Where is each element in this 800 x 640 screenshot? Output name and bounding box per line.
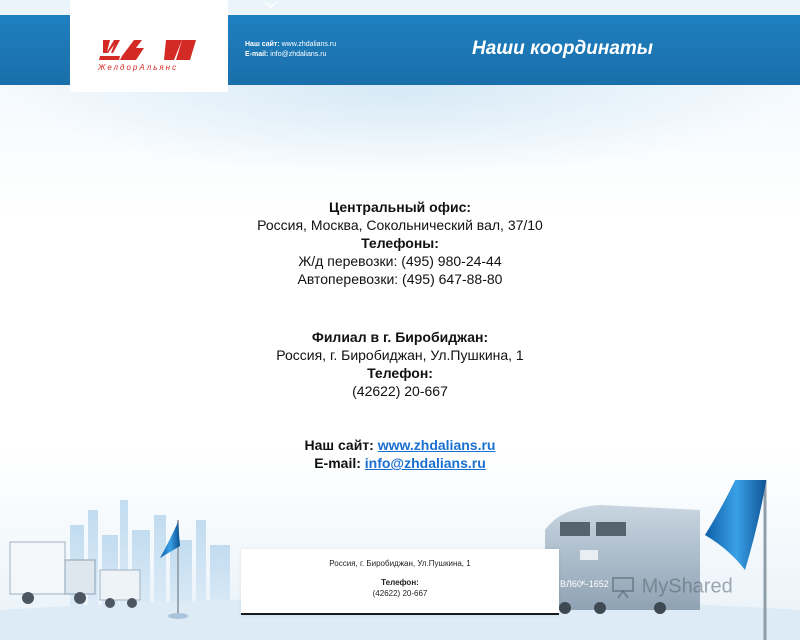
branch-phone-heading: Телефон:	[367, 365, 433, 381]
locomotive-number: BЛ60ᴷ-1652	[560, 579, 609, 589]
site-link[interactable]: www.zhdalians.ru	[377, 437, 496, 453]
email-value[interactable]: info@zhdalians.ru	[270, 51, 327, 58]
branch-phone: (42622) 20-667	[352, 383, 448, 399]
central-office-heading: Центральный офис:	[328, 199, 472, 215]
seagull-icon	[262, 0, 280, 12]
header-contacts	[245, 40, 336, 60]
logo-subtext: ЖелдорАльянс	[98, 63, 179, 72]
site-line	[200, 436, 600, 454]
branch-card	[241, 549, 559, 615]
card-phone-heading: Телефон:	[381, 578, 419, 587]
page-title: Наши координаты	[472, 38, 654, 59]
branch-heading: Филиал в г. Биробиджан:	[311, 329, 489, 345]
card-address: Россия, г. Биробиджан, Ул.Пушкина, 1	[329, 559, 471, 568]
watermark-text: MyShared	[641, 575, 733, 598]
email-line	[200, 454, 600, 472]
site-link-label: Наш сайт:	[304, 437, 374, 453]
logo-graphic	[70, 0, 228, 92]
phones-heading: Телефоны:	[361, 235, 439, 251]
branch-address: Россия, г. Биробиджан, Ул.Пушкина, 1	[276, 347, 524, 363]
card-phone: (42622) 20-667	[372, 589, 428, 598]
central-office-address: Россия, Москва, Сокольнический вал, 37/10	[257, 217, 543, 233]
rail-phone: Ж/д перевозки: (495) 980-24-44	[298, 253, 502, 269]
presentation-icon	[610, 574, 636, 600]
site-label: Наш сайт:	[245, 41, 280, 48]
email-label: E-mail:	[245, 51, 269, 58]
email-link-label: E-mail:	[314, 455, 361, 471]
contacts-section	[200, 198, 600, 472]
sky-glow	[0, 85, 800, 175]
logo[interactable]	[70, 0, 228, 92]
email-link[interactable]: info@zhdalians.ru	[364, 455, 486, 471]
site-value[interactable]: www.zhdalians.ru	[281, 41, 337, 48]
auto-phone: Автоперевозки: (495) 647-88-80	[297, 271, 503, 287]
watermark	[610, 574, 733, 600]
